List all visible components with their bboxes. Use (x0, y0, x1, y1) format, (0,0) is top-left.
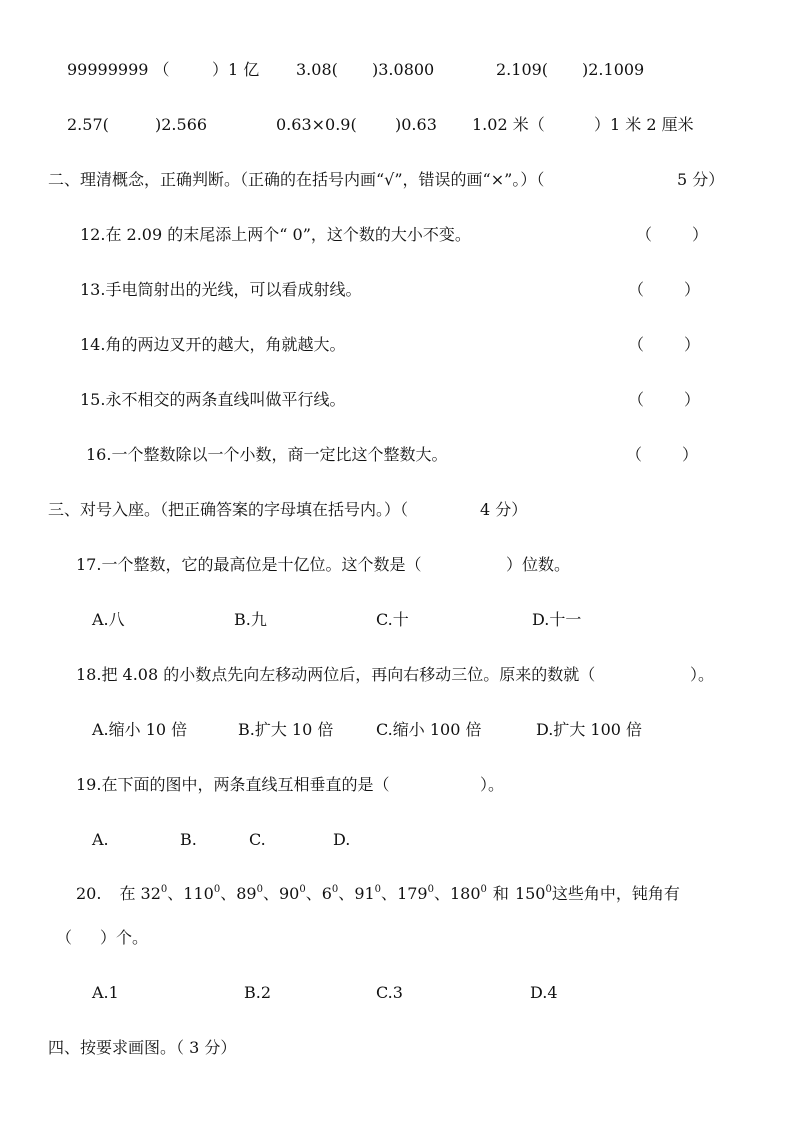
compare-6-left: 1.02 米（ (472, 115, 545, 134)
degree-mark: 0 (427, 884, 434, 895)
judge-text: 12.在 2.09 的末尾添上两个“ 0”，这个数的大小不变。 (80, 225, 471, 244)
judge-text: 14.角的两边叉开的越大，角就越大。 (80, 335, 346, 354)
answer-paren-open[interactable]: （ (636, 225, 653, 244)
option-c[interactable]: C. (249, 830, 266, 849)
option-c[interactable]: C.缩小 100 倍 (376, 720, 482, 739)
option-d[interactable]: D.扩大 100 倍 (536, 720, 643, 739)
section-2-score: 5 分） (677, 170, 725, 189)
option-b[interactable]: B.2 (244, 983, 272, 1002)
compare-2-left: 3.08( (296, 60, 338, 79)
question-17-text: 17.一个整数，它的最高位是十亿位。这个数是（ (76, 555, 422, 574)
angle-value: 180 (450, 884, 481, 903)
option-c[interactable]: C.3 (376, 983, 403, 1002)
answer-paren-close: ） (682, 445, 699, 464)
judge-text: 13.手电筒射出的光线，可以看成射线。 (80, 280, 362, 299)
section-4-heading (48, 1038, 236, 1058)
degree-mark: 0 (299, 884, 306, 895)
compare-6-right: ）1 米 2 厘米 (594, 115, 694, 134)
compare-3-left: 2.109( (496, 60, 549, 79)
option-d[interactable]: D.4 (530, 983, 558, 1002)
degree-mark: 0 (331, 884, 339, 895)
section-4-title: 四、按要求画图。（ 3 分） (48, 1038, 237, 1057)
question-18-text-end: ）。 (690, 665, 715, 684)
angle-value: 6 (321, 884, 332, 903)
question-20-text-end: ）个。 (100, 928, 149, 947)
angle-value: 150 (514, 884, 546, 903)
option-a[interactable]: A.1 (92, 983, 119, 1002)
conjunction: 和 (492, 884, 509, 903)
answer-paren-close: ） (684, 335, 701, 354)
degree-mark: 0 (256, 884, 263, 895)
question-19-text: 19.在下面的图中，两条直线互相垂直的是（ (76, 775, 390, 794)
judge-text: 15.永不相交的两条直线叫做平行线。 (80, 390, 346, 409)
degree-mark: 0 (160, 884, 168, 895)
option-d[interactable]: D. (333, 830, 351, 849)
compare-1-left: 99999999 （ (67, 60, 170, 79)
angle-value: 89 (236, 884, 257, 903)
answer-paren-open[interactable]: （ (628, 335, 645, 354)
compare-1-right: ）1 亿 (212, 60, 260, 79)
angle-value: 91 (354, 884, 375, 903)
answer-paren-close: ） (684, 390, 701, 409)
compare-4-right: )2.566 (155, 115, 208, 134)
section-3-score: 4 分） (480, 500, 528, 519)
compare-5-left: 0.63×0.9( (276, 115, 357, 134)
question-19-text-end: ）。 (480, 775, 505, 794)
option-a[interactable]: A.缩小 10 倍 (92, 720, 188, 739)
answer-paren-open[interactable]: （ (628, 280, 645, 299)
degree-mark: 0 (480, 884, 487, 895)
question-20-number: 20. (76, 884, 102, 903)
question-17-text-end: ）位数。 (506, 555, 571, 574)
question-20-prefix: 在 32 (119, 884, 161, 903)
answer-paren-close: ） (684, 280, 701, 299)
option-b[interactable]: B. (180, 830, 197, 849)
answer-paren-open[interactable]: （ (56, 928, 73, 947)
compare-3-right: )2.1009 (582, 60, 645, 79)
option-b[interactable]: B.扩大 10 倍 (238, 720, 334, 739)
angle-value: 179 (397, 884, 428, 903)
judge-text: 16.一个整数除以一个小数，商一定比这个整数大。 (86, 445, 448, 464)
answer-paren-open[interactable]: （ (628, 390, 645, 409)
question-18-text: 18.把 4.08 的小数点先向左移动两位后，再向右移动三位。原来的数就（ (76, 665, 596, 684)
option-a[interactable]: A.八 (92, 610, 125, 629)
angle-value: 90 (278, 884, 300, 903)
degree-mark: 0 (213, 884, 221, 895)
question-20-suffix: 这些角中，钝角有 (551, 884, 680, 903)
compare-4-left: 2.57( (67, 115, 109, 134)
option-b[interactable]: B.九 (234, 610, 267, 629)
option-d[interactable]: D.十一 (532, 610, 582, 629)
degree-mark: 0 (545, 884, 552, 895)
degree-mark: 0 (374, 884, 382, 895)
question-20: 20. 在 $32^0$、$110^0$、$89^0$、$90^0$、$6^0$、$91^0$、$179^0$、$180^0$ 和 $150^0$这些角中，钝角有 (76, 884, 680, 903)
answer-paren-open[interactable]: （ (626, 445, 643, 464)
section-3-title: 三、对号入座。（把正确答案的字母填在括号内。）（ (48, 500, 409, 519)
angle-value: 110 (183, 884, 214, 903)
compare-2-right: )3.0800 (372, 60, 435, 79)
option-c[interactable]: C.十 (376, 610, 409, 629)
option-a[interactable]: A. (92, 830, 109, 849)
section-2-title: 二、理清概念，正确判断。（正确的在括号内画“√”，错误的画“×”。）（ (48, 170, 545, 189)
answer-paren-close: ） (692, 225, 709, 244)
compare-5-right: )0.63 (395, 115, 437, 134)
